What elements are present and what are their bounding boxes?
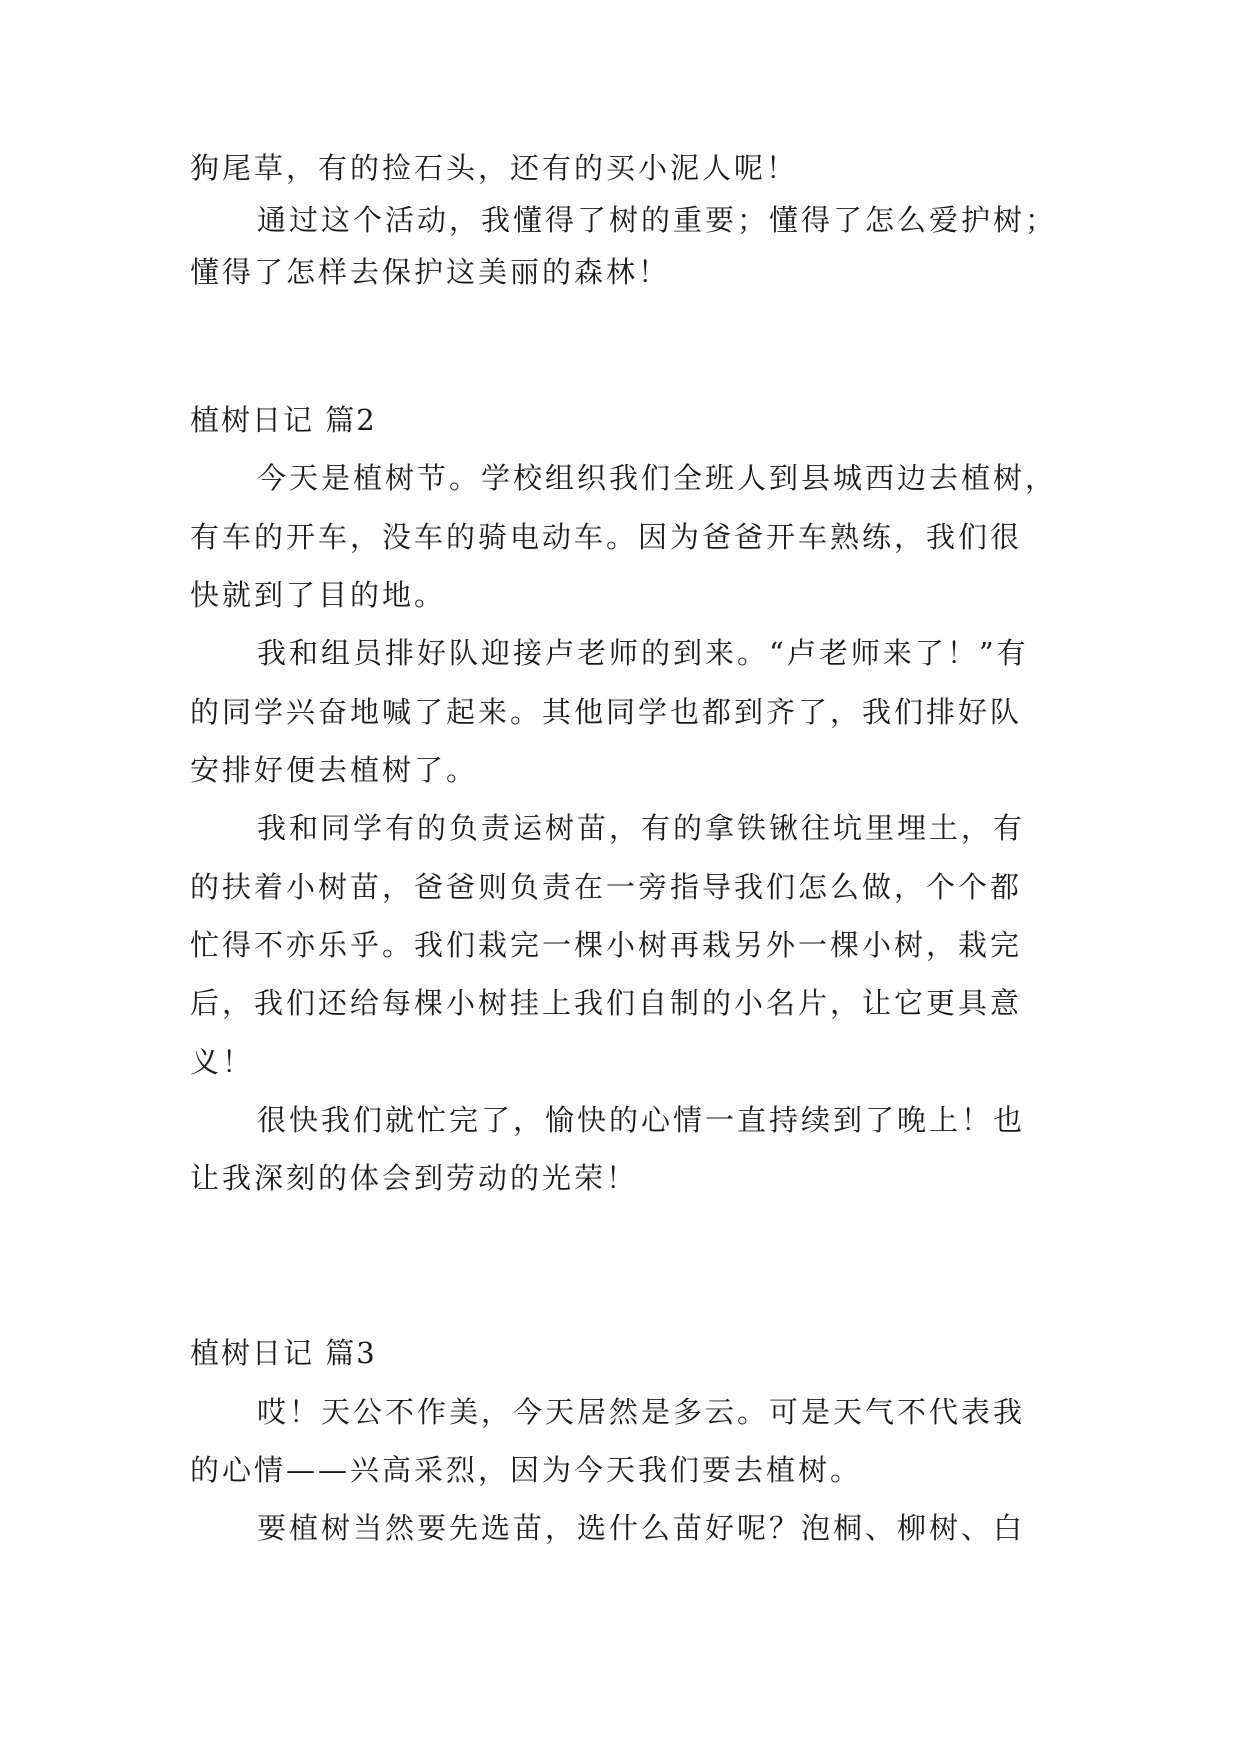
text-line: 的心情——兴高采烈，因为今天我们要去植树。	[190, 1453, 863, 1487]
section-heading: 植树日记 篇2	[190, 403, 377, 437]
text-line: 哎！天公不作美，今天居然是多云。可是天气不代表我	[257, 1395, 1026, 1429]
text-line: 我和同学有的负责运树苗，有的拿铁锹往坑里埋土，有	[257, 811, 1026, 845]
text-line: 今天是植树节。学校组织我们全班人到县城西边去植树，	[257, 461, 1058, 495]
text-line: 要植树当然要先选苗，选什么苗好呢？泡桐、柳树、白	[257, 1511, 1026, 1545]
text-line: 我和组员排好队迎接卢老师的到来。“卢老师来了！”有	[257, 636, 1029, 670]
text-line: 义！	[190, 1045, 255, 1079]
text-line: 后，我们还给每棵小树挂上我们自制的小名片，让它更具意	[190, 986, 1023, 1020]
text-line: 有车的开车，没车的骑电动车。因为爸爸开车熟练，我们很	[190, 520, 1023, 554]
text-line: 狗尾草，有的捡石头，还有的买小泥人呢！	[190, 151, 799, 185]
text-line: 快就到了目的地。	[190, 578, 447, 612]
section-heading: 植树日记 篇3	[190, 1336, 377, 1370]
text-line: 安排好便去植树了。	[190, 753, 479, 787]
text-line: 的扶着小树苗，爸爸则负责在一旁指导我们怎么做，个个都	[190, 870, 1023, 904]
text-line: 让我深刻的体会到劳动的光荣！	[190, 1161, 639, 1195]
text-line: 的同学兴奋地喊了起来。其他同学也都到齐了，我们排好队	[190, 695, 1023, 729]
text-line: 忙得不亦乐乎。我们栽完一棵小树再栽另外一棵小树，栽完	[190, 928, 1023, 962]
text-line: 很快我们就忙完了，愉快的心情一直持续到了晚上！也	[257, 1103, 1026, 1137]
text-line: 懂得了怎样去保护这美丽的森林！	[190, 255, 671, 289]
text-line: 通过这个活动，我懂得了树的重要；懂得了怎么爱护树；	[257, 203, 1058, 237]
